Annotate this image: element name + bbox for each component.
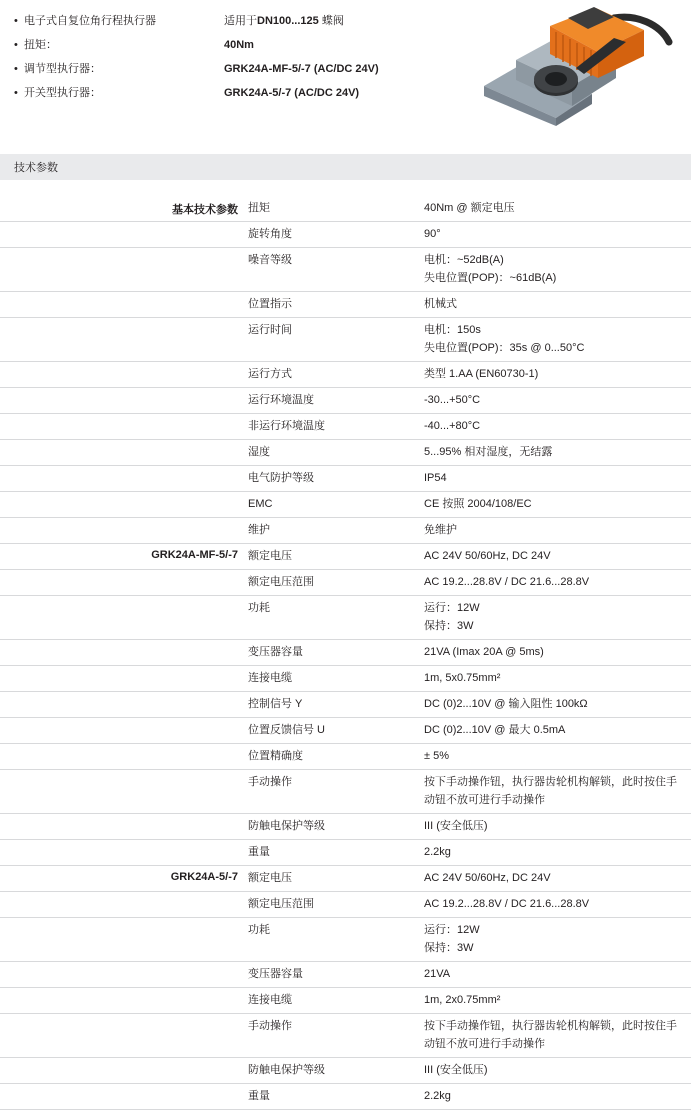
bullet-item [14,38,454,52]
row-label: 噪音等级 [248,254,292,266]
row-value-line: III (安全低压) [424,820,488,832]
bullet-dot-icon: • [14,63,18,75]
bullet-label: 扭矩： [24,39,57,51]
group-spacer [0,718,248,743]
table-row [0,718,691,744]
group-title: 基本技术参数 [172,204,238,216]
group-spacer [0,440,248,465]
row-value-line: 类型 1.AA (EN60730-1) [424,368,539,380]
row-label: 湿度 [248,446,270,458]
group-spacer [0,770,248,813]
group-spacer [0,414,248,439]
row-value-line: 运行：12W [424,924,480,936]
row-value-line: -30...+50°C [424,394,481,406]
row-value [424,892,691,917]
table-row [0,918,691,962]
group-spacer [0,814,248,839]
row-value-line: 运行：12W [424,602,480,614]
row-label: 扭矩 [248,202,270,214]
row-value [424,744,691,769]
row-value-line: AC 19.2...28.8V / DC 21.6...28.8V [424,576,590,588]
row-value [424,666,691,691]
row-label: 额定电压范围 [248,898,314,910]
row-value-line: 动钮不放可进行手动操作 [424,1038,545,1050]
group-spacer [0,518,248,543]
bullet-value: GRK24A-5/-7 (AC/DC 24V) [224,87,360,99]
bullet-item [14,14,454,28]
table-row [0,962,691,988]
row-value-line: 失电位置(POP)：35s @ 0...50°C [424,342,585,354]
group-title: GRK24A-5/-7 [170,871,238,883]
row-value [424,492,691,517]
table-row [0,640,691,666]
row-value-line: 21VA (Imax 20A @ 5ms) [424,646,544,658]
row-value-line: 21VA [424,968,451,980]
group-spacer [0,962,248,987]
row-value [424,770,691,813]
table-row [0,744,691,770]
row-value-line: 2.2kg [424,1090,451,1102]
row-label: 运行环境温度 [248,394,314,406]
row-value-line: III (安全低压) [424,1064,488,1076]
row-value [424,1084,691,1109]
group-spacer [0,292,248,317]
row-value-line: 1m, 2x0.75mm² [424,994,501,1006]
table-row [0,1014,691,1058]
row-value-line: DC (0)2...10V @ 输入阻性 100kΩ [424,698,588,710]
table-row [0,866,691,892]
group-spacer [0,388,248,413]
row-value [424,196,691,221]
row-value-line: -40...+80°C [424,420,481,432]
table-row [0,840,691,866]
row-value-line: 电机：~52dB(A) [424,254,504,266]
row-label: 非运行环境温度 [248,420,325,432]
row-label: 防触电保护等级 [248,1064,325,1076]
table-row [0,666,691,692]
row-label: 位置精确度 [248,750,303,762]
row-value-line: 失电位置(POP)：~61dB(A) [424,272,557,284]
table-row [0,414,691,440]
row-label: 额定电压 [248,872,292,884]
bullet-item [14,62,454,76]
row-label: 旋转角度 [248,228,292,240]
bullet-list [14,14,454,100]
row-label: 连接电缆 [248,672,292,684]
row-label: 控制信号 Y [248,698,303,710]
group-title: GRK24A-MF-5/-7 [151,549,238,561]
table-row [0,596,691,640]
group-spacer [0,666,248,691]
row-value-line: 电机：150s [424,324,481,336]
row-value [424,292,691,317]
table-row [0,544,691,570]
row-value-line: DC (0)2...10V @ 最大 0.5mA [424,724,566,736]
group-spacer [0,640,248,665]
row-label: 额定电压 [248,550,292,562]
group-spacer [0,918,248,961]
table-row [0,570,691,596]
row-value [424,814,691,839]
table-row [0,814,691,840]
table-row [0,318,691,362]
group-spacer [0,466,248,491]
bullet-label: 电子式自复位角行程执行器 [24,15,156,27]
row-value [424,414,691,439]
row-value-line: 免维护 [424,524,457,536]
row-value [424,1058,691,1083]
row-value-line: 1m, 5x0.75mm² [424,672,501,684]
group-spacer [0,840,248,865]
row-label: 额定电压范围 [248,576,314,588]
row-value [424,570,691,595]
group-spacer [0,596,248,639]
bullet-value-suffix: 蝶阀 [318,15,344,27]
row-value-line: 90° [424,228,441,240]
table-row [0,1058,691,1084]
row-value [424,640,691,665]
row-value [424,248,691,291]
table-row [0,222,691,248]
actuator-illustration [464,8,679,128]
row-value [424,718,691,743]
row-value-line: AC 19.2...28.8V / DC 21.6...28.8V [424,898,590,910]
bullet-label: 开关型执行器： [24,87,101,99]
row-value-line: ± 5% [424,750,449,762]
group-spacer [0,492,248,517]
table-row [0,292,691,318]
row-value-line: AC 24V 50/60Hz, DC 24V [424,550,551,562]
row-value [424,388,691,413]
row-value-line: 5...95% 相对湿度，无结露 [424,446,553,458]
group-spacer [0,1014,248,1057]
table-row [0,518,691,544]
row-value [424,518,691,543]
row-value-line: 保持：3W [424,620,474,632]
group-spacer [0,692,248,717]
row-value-line: 40Nm @ 额定电压 [424,202,515,214]
row-value [424,544,691,569]
row-label: 变压器容量 [248,646,303,658]
row-value [424,692,691,717]
row-value-line: 按下手动操作钮，执行器齿轮机构解锁，此时按住手 [424,1020,677,1032]
table-row [0,692,691,718]
group-spacer [0,1084,248,1109]
bullet-value: GRK24A-MF-5/-7 (AC/DC 24V) [224,63,379,75]
group-spacer [0,570,248,595]
group-spacer [0,988,248,1013]
table-row [0,466,691,492]
row-value-line: 按下手动操作钮，执行器齿轮机构解锁，此时按住手 [424,776,677,788]
table-row [0,1084,691,1110]
group-spacer [0,362,248,387]
table-row [0,440,691,466]
row-value [424,318,691,361]
row-value [424,362,691,387]
row-label: 防触电保护等级 [248,820,325,832]
row-value [424,918,691,961]
row-value [424,988,691,1013]
row-label: 手动操作 [248,1020,292,1032]
row-value-line: AC 24V 50/60Hz, DC 24V [424,872,551,884]
row-label: 位置指示 [248,298,292,310]
row-value [424,866,691,891]
section-title: 技术参数 [14,162,58,174]
row-value [424,466,691,491]
row-value [424,440,691,465]
group-spacer [0,1058,248,1083]
table-row [0,770,691,814]
row-value-line: 动钮不放可进行手动操作 [424,794,545,806]
row-value [424,596,691,639]
group-spacer [0,318,248,361]
bullet-dot-icon: • [14,15,18,27]
group-spacer [0,248,248,291]
bullet-item [14,86,454,100]
row-value [424,222,691,247]
spec-table [0,196,691,1110]
row-label: 连接电缆 [248,994,292,1006]
row-value-line: IP54 [424,472,447,484]
table-row [0,362,691,388]
table-row [0,248,691,292]
group-spacer [0,892,248,917]
bullet-label: 调节型执行器： [24,63,101,75]
row-label: 功耗 [248,602,270,614]
row-value-line: 机械式 [424,298,457,310]
row-value [424,1014,691,1057]
row-label: 重量 [248,846,270,858]
bullet-value-bold: DN100...125 [257,15,319,27]
row-label: 变压器容量 [248,968,303,980]
row-label: 重量 [248,1090,270,1102]
row-label: 维护 [248,524,270,536]
group-spacer [0,744,248,769]
table-row [0,892,691,918]
table-row [0,492,691,518]
section-header-technical-parameters [0,154,691,180]
row-label: 电气防护等级 [248,472,314,484]
row-label: EMC [248,498,273,510]
table-row [0,988,691,1014]
row-label: 运行方式 [248,368,292,380]
bullet-value-prefix: 适用于 [224,15,257,27]
row-value-line: 保持：3W [424,942,474,954]
row-value-line: CE 按照 2004/108/EC [424,498,532,510]
table-row [0,388,691,414]
bullet-value: 40Nm [224,39,254,51]
header-block [0,0,691,140]
row-value-line: 2.2kg [424,846,451,858]
bullet-dot-icon: • [14,87,18,99]
table-row [0,196,691,222]
row-label: 位置反馈信号 U [248,724,325,736]
row-value [424,962,691,987]
bullet-dot-icon: • [14,39,18,51]
row-label: 手动操作 [248,776,292,788]
bullet-value [224,14,344,28]
row-label: 功耗 [248,924,270,936]
row-label: 运行时间 [248,324,292,336]
row-value [424,840,691,865]
product-photo [464,8,679,128]
group-spacer [0,222,248,247]
